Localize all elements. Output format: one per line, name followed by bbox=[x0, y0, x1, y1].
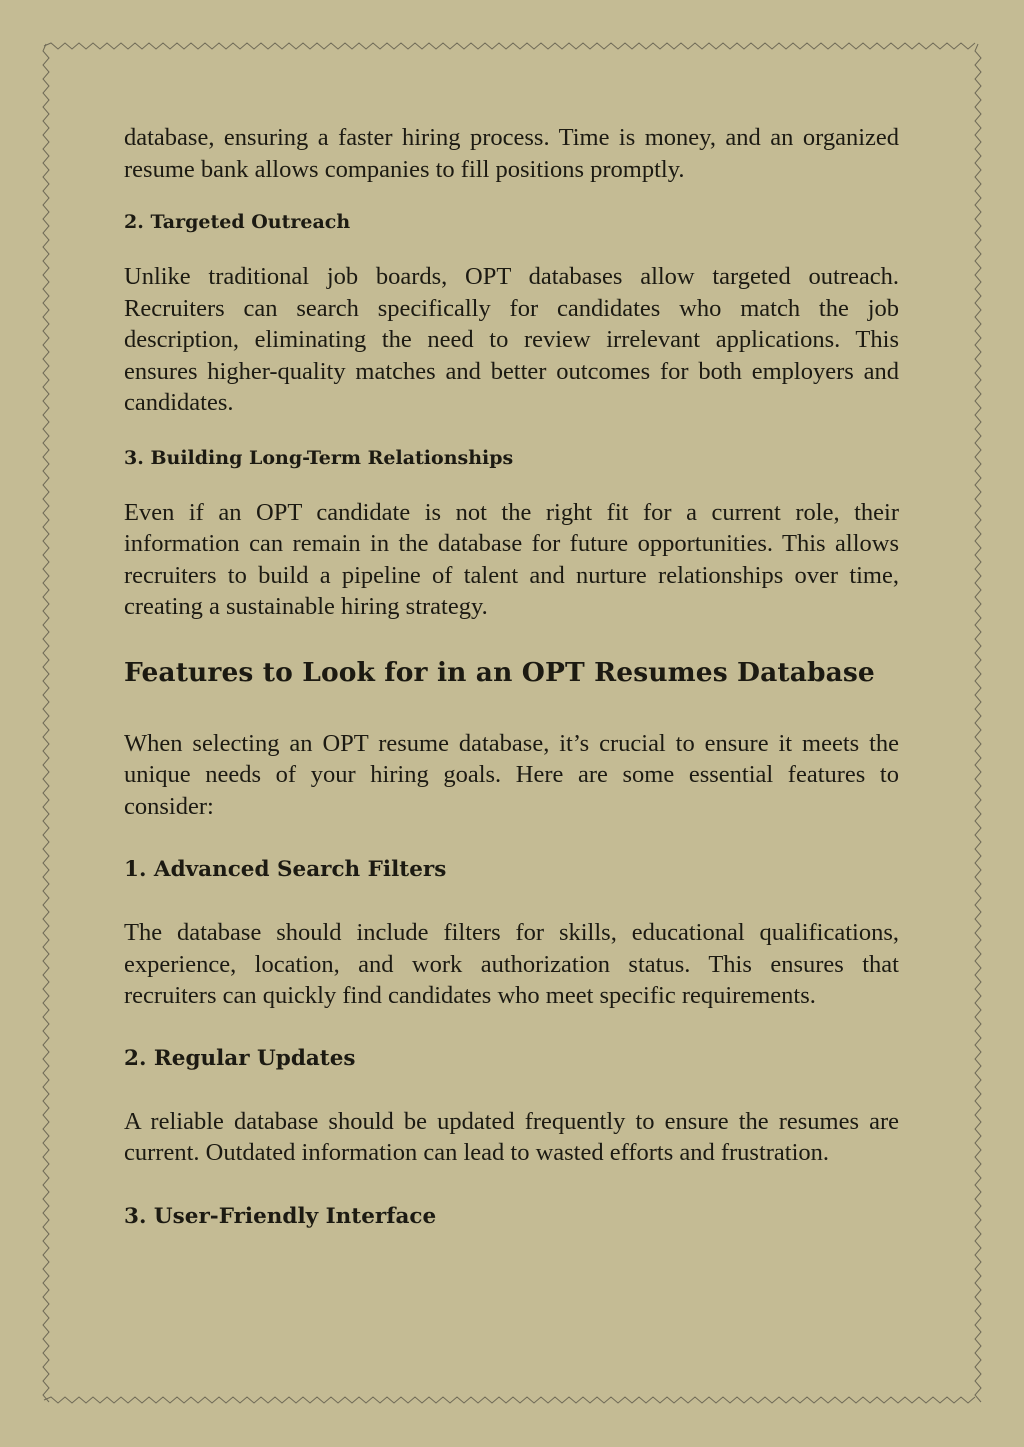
paragraph-features-intro: When selecting an OPT resume database, it’s crucial to ensure it meets the unique needs of your hiring goals. Here are some essential features to consider: bbox=[124, 729, 899, 820]
heading-targeted-outreach: 2. Targeted Outreach bbox=[124, 211, 351, 233]
paragraph-advanced-search-filters: The database should include filters for skills, educational qualifications, experience, location, and work authorization status. This ensures that recruiters can quickly find candidates who meet specific requirements. bbox=[124, 919, 899, 1009]
border-left bbox=[43, 44, 49, 1402]
section-title-features: Features to Look for in an OPT Resumes Database bbox=[124, 656, 875, 688]
paragraph-regular-updates: A reliable database should be updated frequently to ensure the resumes are current. Outdated information can lead to wasted efforts and frustration. bbox=[124, 1107, 899, 1166]
border-bottom bbox=[44, 1397, 975, 1403]
paragraph-long-term-relationships: Even if an OPT candidate is not the right fit for a current role, their information can remain in the database for future opportunities. This allows recruiters to build a pipeline of talent and nurture relationships over time, creating a sustainable hiring strategy. bbox=[124, 498, 899, 620]
heading-regular-updates: 2. Regular Updates bbox=[124, 1045, 356, 1071]
document-body bbox=[124, 122, 899, 1231]
heading-user-friendly-interface: 3. User-Friendly Interface bbox=[124, 1203, 437, 1229]
border-right bbox=[975, 44, 981, 1402]
heading-advanced-search-filters: 1. Advanced Search Filters bbox=[124, 857, 447, 882]
border-top bbox=[44, 43, 975, 49]
heading-long-term-relationships: 3. Building Long-Term Relationships bbox=[124, 446, 514, 469]
paragraph-targeted-outreach: Unlike traditional job boards, OPT databases allow targeted outreach. Recruiters can search specifically for candidates who match the job description, eliminating the need to review irrelevant applications. This ensures higher-quality matches and better outcomes for both employers and candidates. bbox=[124, 263, 899, 416]
paragraph-hiring-speed: database, ensuring a faster hiring process. Time is money, and an organized resume bank allows companies to fill positions promptly. bbox=[124, 124, 899, 183]
